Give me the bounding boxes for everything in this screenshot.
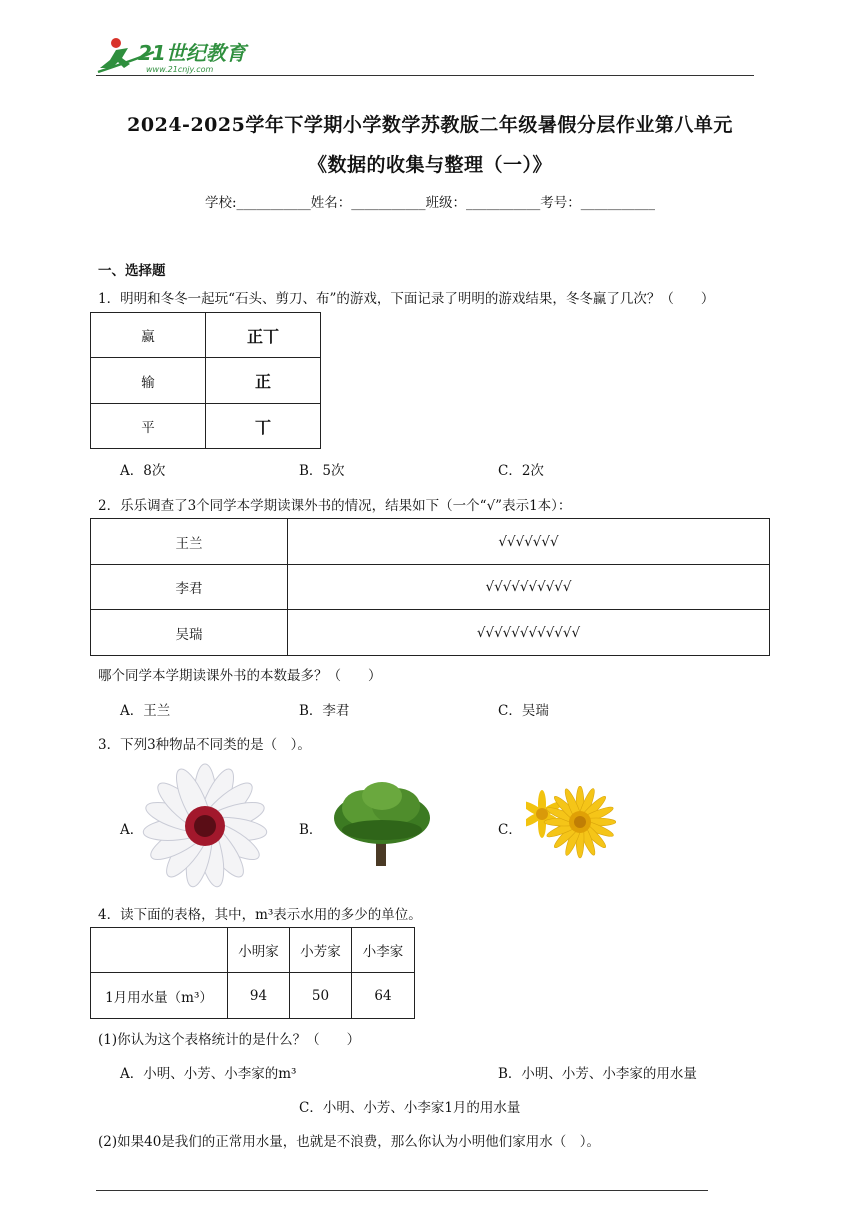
q4-water-table [90,927,415,1019]
logo-text: 21世纪教育 [138,41,246,65]
tally-cell: 正 [206,358,321,404]
tally-cell: 丅 [206,404,321,449]
table-cell: 1月用水量（m³） [91,973,228,1019]
table-header-row [91,928,415,973]
question-4-text: 4．读下面的表格，其中，m³表示水用的多少的单位。 [98,907,422,923]
table-cell: 94 [228,973,290,1019]
table-cell: 50 [290,973,352,1019]
page-title: 2024-2025学年下学期小学数学苏教版二年级暑假分层作业第八单元 [127,114,733,136]
table-row [91,404,321,449]
logo [94,34,264,78]
marks-cell: √√√√√√√ [288,519,770,565]
tally-cell: 正丅 [206,313,321,358]
page-subtitle: 《数据的收集与整理（一）》 [307,154,552,176]
marks-cell: √√√√√√√√√√ [288,565,770,610]
q4-sub1-option-b[interactable]: B．小明、小芳、小李家的用水量 [498,1066,697,1082]
table-row [91,610,770,656]
marks-cell: √√√√√√√√√√√√ [288,610,770,656]
logo-runner-icon [94,34,264,78]
q4-sub1-option-a[interactable]: A．小明、小芳、小李家的m³ [120,1066,297,1082]
q1-option-b[interactable]: B．5次 [299,463,345,479]
q3-option-b[interactable]: B． [299,822,323,838]
q2-reading-table [90,518,770,656]
q2-option-a[interactable]: A．王兰 [120,703,171,719]
table-cell: 王兰 [91,519,288,565]
question-2-text: 2．乐乐调查了3个同学本学期读课外书的情况，结果如下（一个“√”表示1本）： [98,498,572,514]
q2-option-b[interactable]: B．李君 [299,703,350,719]
table-cell: 64 [352,973,415,1019]
table-row [91,519,770,565]
header-rule [96,75,754,76]
q1-option-a[interactable]: A．8次 [120,463,166,479]
table-row [91,313,321,358]
q4-sub1-option-c[interactable]: C．小明、小芳、小李家1月的用水量 [299,1100,521,1116]
q2-option-c[interactable]: C．吴瑞 [498,703,549,719]
student-info-line: 学校:___________姓名：___________班级：___________考号：___________ [204,195,656,211]
tree-image [330,778,434,868]
logo-url: www.21cnjy.com [146,65,214,74]
q3-option-a[interactable]: A． [120,822,144,838]
table-cell: 平 [91,404,206,449]
question-2-prompt: 哪个同学本学期读课外书的本数最多？（ ） [98,668,382,684]
question-1-text: 1．明明和冬冬一起玩“石头、剪刀、布”的游戏，下面记录了明明的游戏结果，冬冬赢了几次？（ ） [98,291,715,307]
table-header-cell: 小明家 [228,928,290,973]
yellow-flower-image [526,786,616,860]
question-3-text: 3．下列3种物品不同类的是（ ）。 [98,737,311,753]
q1-option-c[interactable]: C．2次 [498,463,544,479]
section-heading: 一、选择题 [98,263,166,279]
q4-sub1-text: (1)你认为这个表格统计的是什么？（ ） [98,1032,361,1048]
white-flower-image [142,762,268,890]
q3-option-c[interactable]: C． [498,822,522,838]
table-row [91,358,321,404]
q4-sub2-text: (2)如果40是我们的正常用水量，也就是不浪费，那么你认为小明他们家用水（ ）。 [98,1134,601,1150]
table-header-cell [91,928,228,973]
table-cell: 输 [91,358,206,404]
table-cell: 赢 [91,313,206,358]
footer-rule [96,1190,708,1191]
table-cell: 吴瑞 [91,610,288,656]
table-header-cell: 小芳家 [290,928,352,973]
table-cell: 李君 [91,565,288,610]
table-row [91,565,770,610]
q1-tally-table [90,312,321,449]
table-row [91,973,415,1019]
table-header-cell: 小李家 [352,928,415,973]
